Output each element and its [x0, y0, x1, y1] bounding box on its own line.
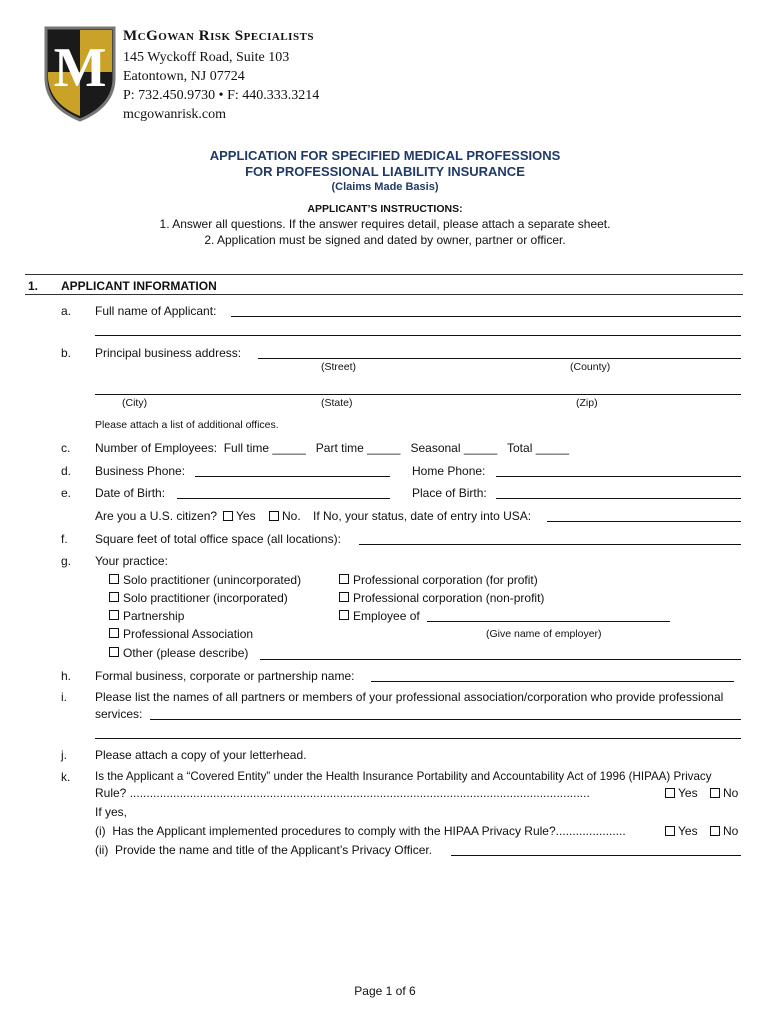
logo-letter: M — [53, 37, 107, 99]
doc-title-line3: (Claims Made Basis) — [331, 181, 439, 193]
prof-corp-profit-checkbox[interactable] — [339, 574, 349, 584]
doc-title-line2: FOR PROFESSIONAL LIABILITY INSURANCE — [245, 164, 525, 179]
city-caption: (City) — [122, 397, 148, 409]
partners-label: Please list the names of all partners or members of your professional association/corporation who provide professional — [95, 690, 724, 704]
employer-field[interactable] — [427, 621, 670, 622]
office-space-field[interactable] — [359, 544, 741, 545]
hipaa-q1-yes-checkbox[interactable] — [665, 826, 675, 836]
partners-field-2[interactable] — [95, 738, 741, 739]
section-rule-bottom — [25, 294, 743, 295]
additional-offices-note: Please attach a list of additional offices. — [95, 419, 279, 431]
formal-name-label: Formal business, corporate or partnership name: — [95, 669, 355, 683]
other-checkbox[interactable] — [109, 647, 119, 657]
hipaa-label-2: Rule? .......................................................................................................................................... — [95, 786, 590, 800]
street-caption: (Street) — [321, 361, 357, 373]
full-name-field-2[interactable] — [95, 335, 741, 336]
item-letter-k: k. — [61, 770, 71, 784]
section-heading: APPLICANT INFORMATION — [61, 279, 217, 293]
company-website[interactable]: mcgowanrisk.com — [123, 107, 227, 122]
citizen-no-checkbox[interactable] — [269, 511, 279, 521]
partners-label-2: services: — [95, 707, 143, 721]
company-address2: Eatontown, NJ 07724 — [123, 69, 245, 84]
home-phone-field[interactable] — [496, 476, 741, 477]
business-address-label: Principal business address: — [95, 346, 242, 360]
hipaa-yes-label: Yes — [678, 786, 698, 800]
formal-name-field[interactable] — [371, 681, 734, 682]
business-phone-field[interactable] — [195, 476, 390, 477]
item-letter-h: h. — [61, 669, 72, 683]
solo-unincorporated-label: Solo practitioner (unincorporated) — [123, 573, 302, 587]
hipaa-q1-no-checkbox[interactable] — [710, 826, 720, 836]
dob-field[interactable] — [177, 498, 390, 499]
item-letter-j: j. — [61, 748, 67, 762]
section-number: 1. — [28, 279, 39, 293]
page-number: Page 1 of 6 — [354, 984, 416, 998]
doc-title-line1: APPLICATION FOR SPECIFIED MEDICAL PROFESSIONS — [209, 148, 561, 163]
partnership-checkbox[interactable] — [109, 610, 119, 620]
company-logo — [42, 22, 118, 122]
citizen-detail-field[interactable] — [547, 521, 741, 522]
employee-of-label: Employee of — [353, 609, 420, 623]
prof-corp-nonprofit-checkbox[interactable] — [339, 592, 349, 602]
partnership-label: Partnership — [123, 609, 185, 623]
practice-label: Your practice: — [95, 554, 168, 568]
hipaa-no-checkbox[interactable] — [710, 788, 720, 798]
item-letter-g: g. — [61, 554, 72, 568]
instructions-heading: APPLICANT’S INSTRUCTIONS: — [307, 203, 463, 215]
citizen-detail-label: If No, your status, date of entry into USA: — [313, 509, 532, 523]
hipaa-q1-no-label: No — [723, 824, 739, 838]
solo-unincorporated-checkbox[interactable] — [109, 574, 119, 584]
prof-corp-nonprofit-label: Professional corporation (non-profit) — [353, 591, 545, 605]
hipaa-no-label: No — [723, 786, 739, 800]
citizen-no-label: No. — [282, 509, 301, 523]
item-letter-d: d. — [61, 464, 72, 478]
company-phone: P: 732.450.9730 • F: 440.333.3214 — [123, 88, 320, 103]
item-letter-b: b. — [61, 346, 72, 360]
item-letter-i: i. — [61, 690, 67, 704]
professional-association-label: Professional Association — [123, 627, 254, 641]
employer-note: (Give name of employer) — [486, 628, 602, 640]
hipaa-q1-yes-label: Yes — [678, 824, 698, 838]
state-caption: (State) — [321, 397, 353, 409]
city-state-zip-field[interactable] — [95, 394, 741, 395]
item-letter-c: c. — [61, 441, 71, 455]
home-phone-label: Home Phone: — [412, 464, 486, 478]
full-name-field[interactable] — [231, 316, 741, 317]
hipaa-label: Is the Applicant a “Covered Entity” under the Health Insurance Portability and Accountability Act of 1996 (HIPAA) Privacy — [95, 770, 712, 783]
hipaa-q1: (i) Has the Applicant implemented procedures to comply with the HIPAA Privacy Rule?..................... — [95, 824, 626, 838]
solo-incorporated-checkbox[interactable] — [109, 592, 119, 602]
employees-label: Number of Employees: Full time _____ Part time _____ Seasonal _____ Total _____ — [95, 441, 570, 455]
business-phone-label: Business Phone: — [95, 464, 186, 478]
zip-caption: (Zip) — [576, 397, 598, 409]
partners-field[interactable] — [150, 719, 741, 720]
item-letter-e: e. — [61, 486, 72, 500]
hipaa-q2: (ii) Provide the name and title of the Applicant’s Privacy Officer. — [95, 843, 433, 857]
other-label: Other (please describe) — [123, 646, 249, 660]
professional-association-checkbox[interactable] — [109, 628, 119, 638]
letterhead-label: Please attach a copy of your letterhead. — [95, 748, 307, 762]
dob-label: Date of Birth: — [95, 486, 166, 500]
prof-corp-profit-label: Professional corporation (for profit) — [353, 573, 538, 587]
item-letter-f: f. — [61, 532, 68, 546]
office-space-label: Square feet of total office space (all locations): — [95, 532, 341, 546]
pob-label: Place of Birth: — [412, 486, 487, 500]
hipaa-yes-checkbox[interactable] — [665, 788, 675, 798]
item-letter-a: a. — [61, 304, 72, 318]
privacy-officer-field[interactable] — [451, 855, 741, 856]
street-field[interactable] — [258, 358, 741, 359]
citizen-question: Are you a U.S. citizen? — [95, 509, 218, 523]
hipaa-ifyes: If yes, — [95, 805, 128, 819]
section-rule-top — [25, 274, 743, 275]
county-caption: (County) — [570, 361, 611, 373]
solo-incorporated-label: Solo practitioner (incorporated) — [123, 591, 288, 605]
citizen-yes-label: Yes — [236, 509, 256, 523]
citizen-yes-checkbox[interactable] — [223, 511, 233, 521]
full-name-label: Full name of Applicant: — [95, 304, 217, 318]
company-address1: 145 Wyckoff Road, Suite 103 — [123, 50, 290, 65]
pob-field[interactable] — [496, 498, 741, 499]
employee-of-checkbox[interactable] — [339, 610, 349, 620]
other-describe-field[interactable] — [260, 659, 741, 660]
company-name: McGowan Risk Specialists — [123, 28, 315, 44]
instruction-1: 1. Answer all questions. If the answer requires detail, please attach a separate sheet. — [159, 217, 611, 231]
instruction-2: 2. Application must be signed and dated by owner, partner or officer. — [204, 233, 566, 247]
